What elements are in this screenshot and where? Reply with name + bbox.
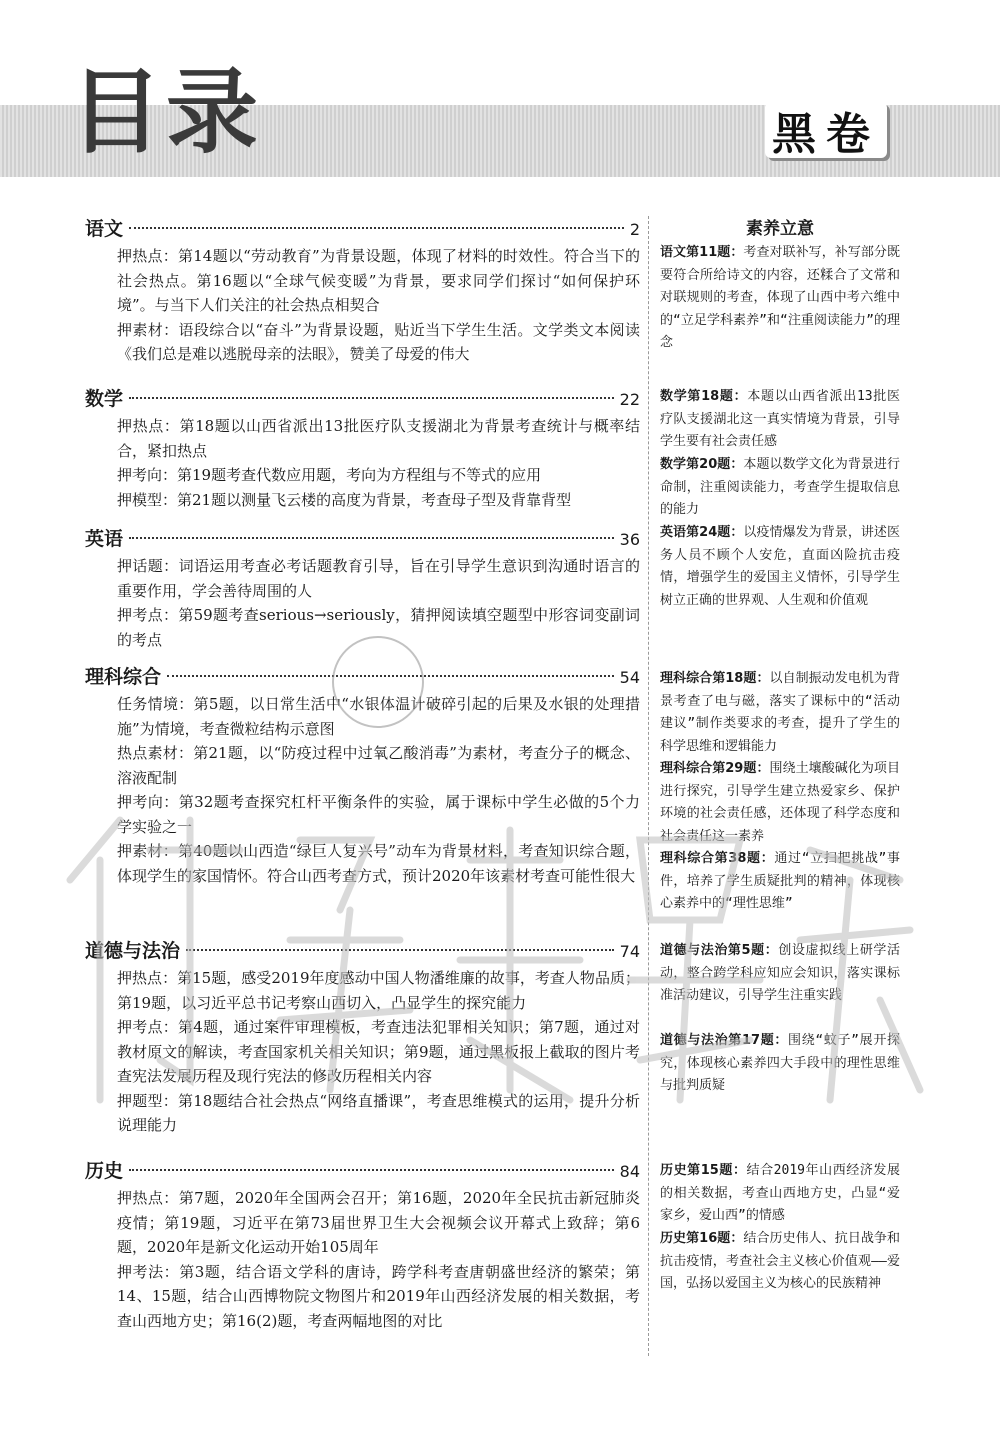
entry: 押热点：第18题以山西省派出13批医疗队支援湖北为背景考查统计与概率结合，紧扣热点	[117, 417, 640, 460]
dot-leader	[129, 227, 624, 229]
note-ethics-17: 道德与法治第17题：围绕“蚊子”展开探究，体现核心素养四大手段中的理性思维与批判质疑	[660, 1033, 900, 1093]
entry: 押考法：第3题，结合语文学科的唐诗，跨学科考查唐朝盛世经济的繁荣；第14、15题，结合山西博物院文物图片和2019年山西经济发展的相关数据，考查山西地方史；第16(2)题，考查两幅地图的对比	[117, 1262, 640, 1330]
page-title: 目录	[70, 59, 263, 166]
section-title: 数学	[85, 388, 124, 410]
note-ethics-5: 道德与法治第5题：创设虚拟线上研学活动，整合跨学科应知应会知识，落实课标准活动建议，引导学生注重实践	[660, 943, 900, 1003]
literacy-column	[660, 216, 900, 1291]
note-science-18: 理科综合第18题：以自制振动发电机为背景考查了电与磁，落实了课标中的“活动建议”制作类要求的考查，提升了学生的科学思维和逻辑能力	[660, 671, 900, 754]
dot-leader	[186, 949, 614, 951]
section-history[interactable]	[85, 1156, 640, 1333]
entry: 热点素材：第21题，以“防疫过程中过氧乙酸消毒”为素材，考查分子的概念、溶液配制	[117, 744, 640, 787]
dot-leader	[129, 397, 614, 399]
entry: 押热点：第15题，感受2019年度感动中国人物潘维廉的故事，考查人物品质；第19题，以习近平总书记考察山西切入，凸显学生的探究能力	[117, 969, 640, 1012]
entry: 押考向：第19题考查代数应用题，考向为方程组与不等式的应用	[117, 466, 542, 484]
entry: 押题型：第18题结合社会热点“网络直播课”，考查思维模式的运用，提升分析说理能力	[117, 1091, 640, 1134]
entry: 押热点：第14题以“劳动教育”为背景设题，体现了材料的时效性。符合当下的社会热点。第16题以“全球气候变暖”为背景，要求同学们探讨“如何保护环境”。与当下人们关注的社会热点相契合	[117, 247, 640, 314]
note-science-38: 理科综合第38题：通过“立扫把挑战”事件，培养了学生质疑批判的精神，体现核心素养中的“理性思维”	[660, 851, 900, 911]
circular-stamp	[332, 636, 424, 728]
dot-leader	[129, 537, 614, 539]
section-title: 道德与法治	[85, 940, 181, 962]
section-title: 历史	[85, 1160, 124, 1182]
literacy-title: 素养立意	[746, 219, 814, 239]
dot-leader	[129, 1169, 614, 1171]
note-math-20: 数学第20题：本题以数学文化为背景进行命制，注重阅读能力，考查学生提取信息的能力	[660, 457, 900, 517]
column-divider	[648, 216, 649, 1356]
series-badge: 黑卷	[765, 102, 887, 158]
note-english-24: 英语第24题：以疫情爆发为背景，讲述医务人员不顾个人安危，直面凶险抗击疫情，增强学生的爱国主义情怀，引导学生树立正确的世界观、人生观和价值观	[660, 525, 900, 608]
entry: 押考向：第32题考查探究杠杆平衡条件的实验，属于课标中学生必做的5个力学实验之一	[117, 793, 640, 836]
entry: 押素材：第40题以山西造“绿巨人复兴号”动车为背景材料，考查知识综合题，体现学生的家国情怀。符合山西考查方式，预计2020年该素材考查可能性很大	[117, 842, 640, 885]
entry: 押考点：第4题，通过案件审理模板，考查违法犯罪相关知识；第7题，通过对教材原文的解读，考查国家机关相关知识；第9题，通过黑板报上截取的图片考查宪法发展历程及现行宪法的修改历程相关内容	[117, 1018, 640, 1085]
entry: 押热点：第7题，2020年全国两会召开；第16题，2020年全民抗击新冠肺炎疫情；第19题，习近平在第73届世界卫生大会视频会议开幕式上致辞；第6题，2020年是新文化运动开始105周年	[117, 1189, 640, 1256]
note-history-15: 历史第15题：结合2019年山西经济发展的相关数据，考查山西地方史，凸显“爱家乡，爱山西”的情感	[660, 1163, 900, 1223]
page-number: 54	[619, 668, 640, 687]
page-number: 74	[619, 942, 640, 961]
section-math[interactable]	[85, 384, 640, 512]
page-number: 2	[629, 220, 640, 239]
note-chinese-11: 语文第11题：考查对联补写，补写部分既要符合所给诗文的内容，还糅合了文常和对联规则的考查，体现了山西中考六维中的“立足学科素养”和“注重阅读能力”的理念	[660, 245, 900, 350]
section-chinese[interactable]	[85, 214, 640, 367]
page-number: 36	[619, 530, 640, 549]
page-number: 22	[619, 390, 640, 409]
section-title: 英语	[85, 528, 124, 550]
entry: 押话题：词语运用考查必考话题教育引导，旨在引导学生意识到沟通时语言的重要作用，学会善待周围的人	[117, 557, 640, 600]
section-ethics-law[interactable]	[85, 936, 640, 1138]
entry: 任务情境：第5题，以日常生活中“水银体温计破碎引起的后果及水银的处理措施”为情境，考查微粒结构示意图	[117, 695, 640, 738]
note-history-16: 历史第16题：结合历史伟人、抗日战争和抗击疫情，考查社会主义核心价值观——爱国，弘扬以爱国主义为核心的民族精神	[660, 1231, 900, 1291]
note-math-18: 数学第18题：本题以山西省派出13批医疗队支援湖北这一真实情境为背景，引导学生要有社会责任感	[660, 389, 900, 449]
entry: 押模型：第21题以测量飞云楼的高度为背景，考查母子型及背靠背型	[117, 490, 572, 509]
section-title: 理科综合	[85, 666, 162, 688]
entry: 押考点：第59题考查serious→seriously，猜押阅读填空题型中形容词变副词的考点	[117, 606, 640, 649]
section-title: 语文	[85, 218, 124, 240]
page-number: 84	[619, 1162, 640, 1181]
entry: 押素材：语段综合以“奋斗”为背景设题，贴近当下学生生活。文学类文本阅读《我们总是难以逃脱母亲的法眼》，赞美了母爱的伟大	[117, 320, 640, 363]
section-english[interactable]	[85, 524, 640, 652]
note-science-29: 理科综合第29题：围绕土壤酸碱化为项目进行探究，引导学生建立热爱家乡、保护环境的社会责任感，还体现了科学态度和社会责任这一素养	[660, 761, 900, 844]
